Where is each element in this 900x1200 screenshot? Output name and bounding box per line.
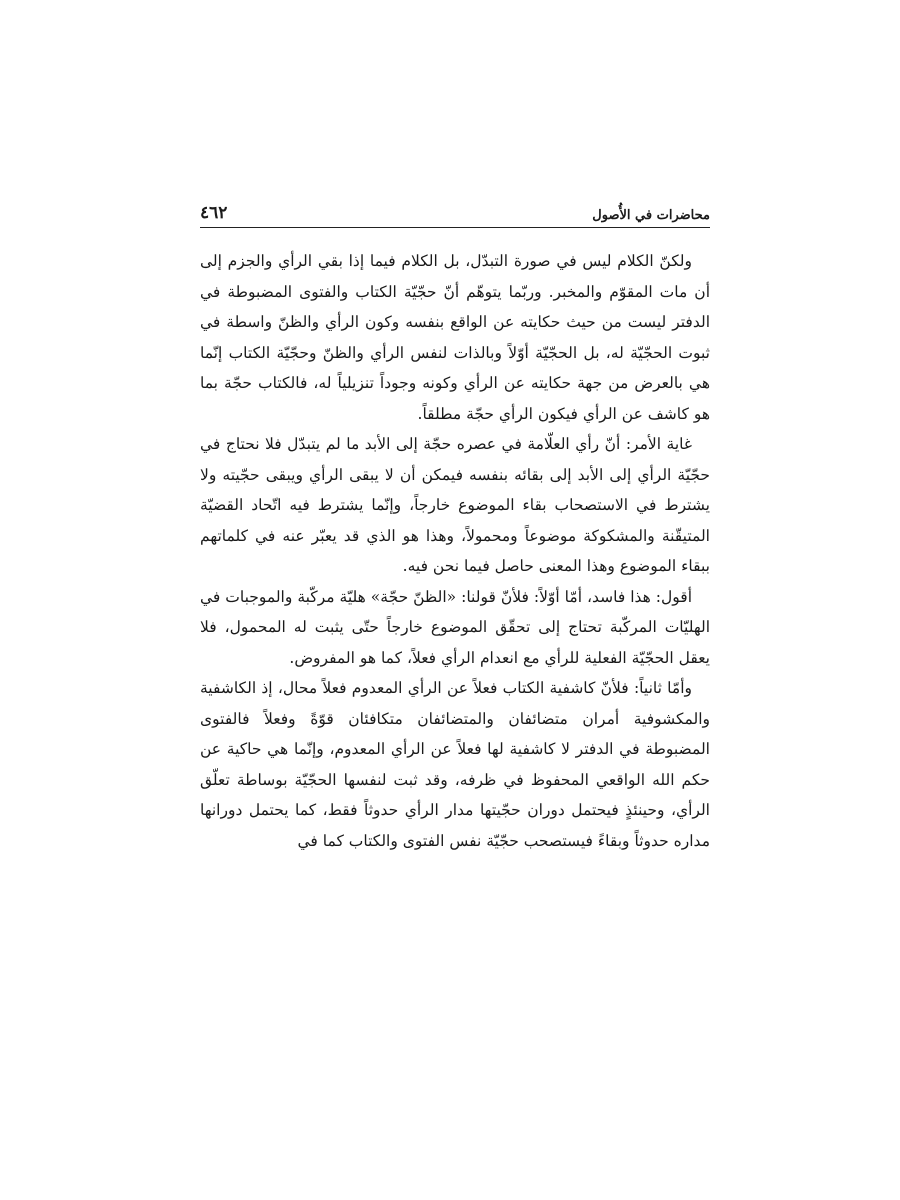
running-title: محاضرات في الأُصول [592,208,710,223]
book-page [200,195,710,856]
paragraph: ولكنّ الكلام ليس في صورة التبدّل، بل الكلام فيما إذا بقي الرأي والجزم إلى أن مات المقوّم والمخبر. وربّما يتوهّم أنّ حجّيّة الكتاب والفتوى المضبوطة في الدفتر ليست من حيث حكايته عن الواقع بنفسه وكون الرأي والظنّ واسطة في ثبوت الحجّيّة له، بل الحجّيّة أوّلاً وبالذات لنفس الرأي والظنّ وحجّيّة الكتاب إنّما هي بالعرض من جهة حكايته عن الرأي وكونه وجوداً تنزيلياً له، فالكتاب حجّة بما هو كاشف عن الرأي فيكون الرأي حجّة مطلقاً. [200,252,710,423]
page-header [200,195,710,228]
paragraph: غاية الأمر: أنّ رأي العلّامة في عصره حجّة إلى الأبد ما لم يتبدّل فلا نحتاج في حجّيّة الرأي إلى الأبد إلى بقائه بنفسه فيمكن أن لا يبقى الرأي ويبقى حجّيته ولا يشترط في الاستصحاب بقاء الموضوع خارجاً، وإنّما يشترط فيه اتّحاد القضيّة المتيقّنة والمشكوكة موضوعاً ومحمولاً، وهذا هو الذي قد يعبّر عنه في كلماتهم ببقاء الموضوع وهذا المعنى حاصل فيما نحن فيه. [200,435,710,575]
page-number: ٤٦٢ [200,203,228,223]
paragraph: وأمّا ثانياً: فلأنّ كاشفية الكتاب فعلاً عن الرأي المعدوم فعلاً محال، إذ الكاشفية والمكشوفية أمران متضائفان والمتضائفان متكافئان قوّةً وفعلاً فالفتوى المضبوطة في الدفتر لا كاشفية لها فعلاً عن الرأي المعدوم، وإنّما هي حاكية عن حكم الله الواقعي المحفوظ في ظرفه، وقد ثبت لنفسها الحجّيّة بوساطة تعلّق الرأي، وحينئذٍ فيحتمل دوران حجّيتها مدار الرأي حدوثاً فقط، كما يحتمل دورانها مداره حدوثاً وبقاءً فيستصحب حجّيّة نفس الفتوى والكتاب كما في [200,679,710,850]
paragraph: أقول: هذا فاسد، أمّا أوّلاً: فلأنّ قولنا: «الظنّ حجّة» هليّة مركّبة والموجبات في الهليّات المركّبة تحتاج إلى تحقّق الموضوع خارجاً حتّى يثبت له المحمول، فلا يعقل الحجّيّة الفعلية للرأي مع انعدام الرأي فعلاً، كما هو المفروض. [200,587,710,667]
body-text [200,246,710,856]
